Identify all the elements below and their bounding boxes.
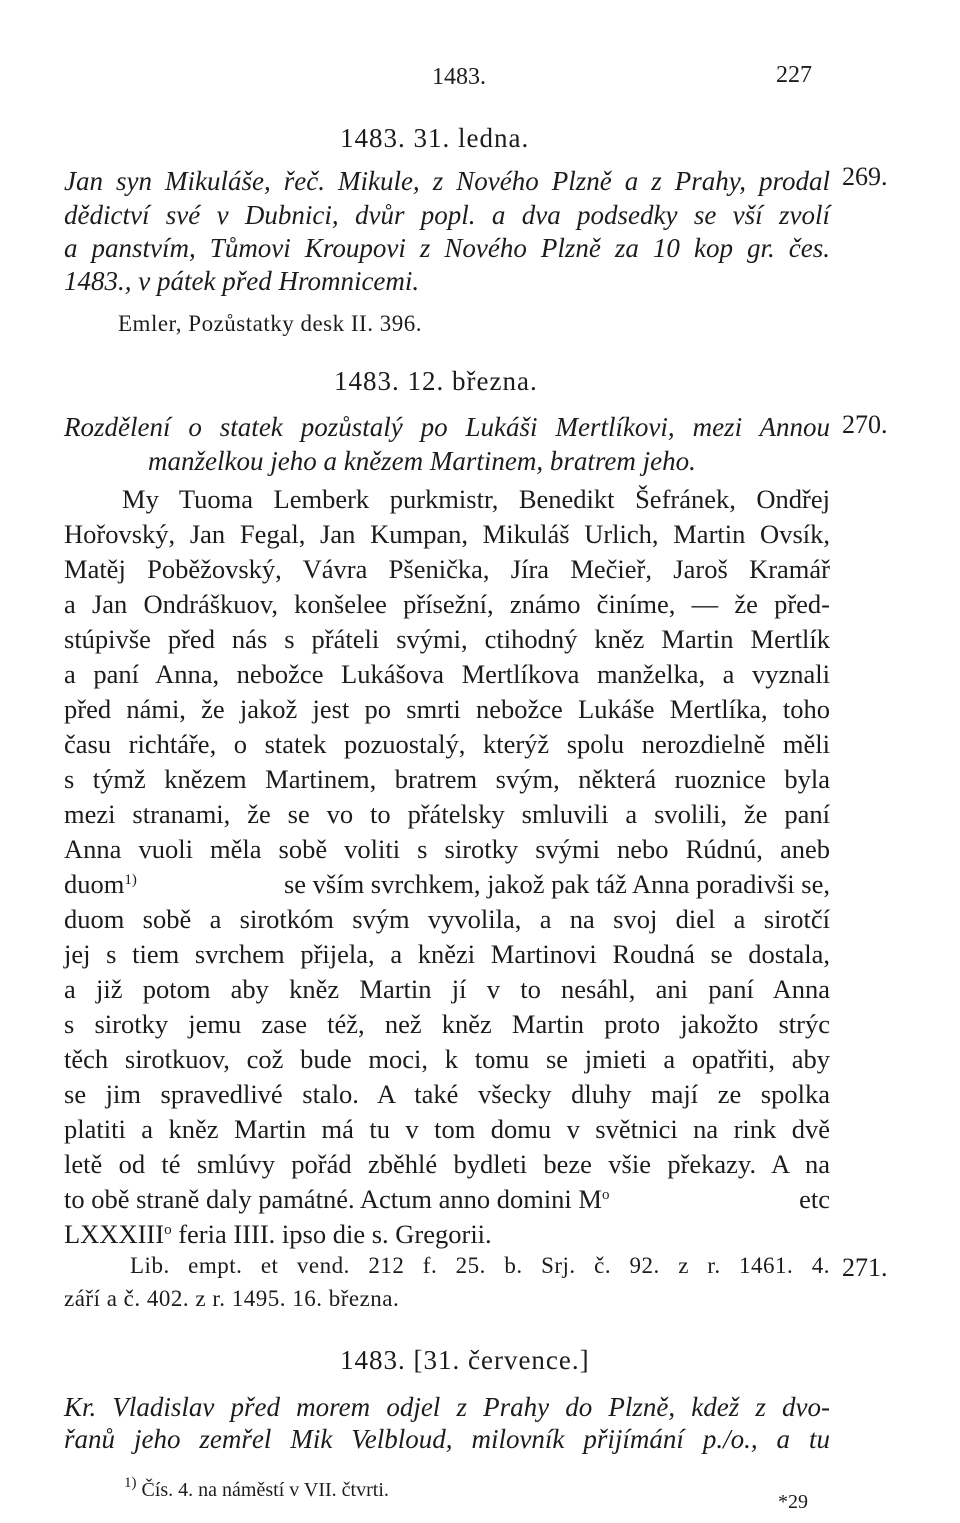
source-citation-line: září a č. 402. z r. 1495. 16. března. <box>64 1286 400 1311</box>
body-line: a paní Anna, nebožce Lukášova Mertlíkova manželka, a vyznali <box>64 659 830 689</box>
body-text: etc <box>799 1184 830 1214</box>
body-line: se jim spravedlivé stalo. A také všecky dluhy mají ze spolka <box>64 1079 830 1109</box>
body-line: platiti a kněz Martin má tu v tom domu v světnici na rink dvě <box>64 1114 830 1144</box>
document-number-271: 271. <box>842 1253 888 1282</box>
body-line: duom sobě a sirotkóm svým vyvolila, a na svoj diel a sirotčí <box>64 904 830 934</box>
body-line: letě od té smlúvy pořád zběhlé bydleti beze všie překazy. A na <box>64 1149 830 1179</box>
running-header-year: 1483. <box>432 64 486 90</box>
summary-line: Rozdělení o statek pozůstalý po Lukáši Mertlíkovi, mezi Annou <box>64 412 830 442</box>
document-date-271: 1483. [31. července.] <box>340 1345 590 1375</box>
body-line: a Jan Ondráškuov, konšelee přísežní, známo činíme, — že před- <box>64 589 830 619</box>
body-line: před námi, že jakož jest po smrti nebožce Lukáše Mertlíka, toho <box>64 694 830 724</box>
body-line <box>64 1219 492 1250</box>
summary-line: 1483., v pátek před Hromnicemi. <box>64 266 420 296</box>
summary-line: a panstvím, Tůmovi Kroupovi z Nového Plzně za 10 kop gr. čes. <box>64 233 830 263</box>
footnote <box>124 1475 389 1502</box>
body-line: s sirotky jemu zase též, než kněz Martin proto jakožto strýc <box>64 1009 830 1039</box>
body-line: Matěj Poběžovský, Vávra Pšenička, Jíra Mečieř, Jaroš Kramář <box>64 554 830 584</box>
body-line: s týmž knězem Martinem, bratrem svým, některá ruoznice byla <box>64 764 830 794</box>
body-line: těch sirotkuov, což bude moci, k tomu se jmieti a opatřiti, aby <box>64 1044 830 1074</box>
body-line <box>64 869 830 900</box>
document-date-270: 1483. 12. března. <box>334 366 538 396</box>
summary-line: Jan syn Mikuláše, řeč. Mikule, z Nového Plzně a z Prahy, prodal <box>64 166 830 196</box>
superscript: o <box>164 1222 172 1238</box>
body-line: Hořovský, Jan Fegal, Jan Kumpan, Mikuláš Urlich, Martin Ovsík, <box>64 519 830 549</box>
body-text: to obě straně daly památné. Actum anno domini M <box>64 1184 602 1214</box>
source-citation-269: Emler, Pozůstatky desk II. 396. <box>118 311 422 336</box>
summary-line: dědictví své v Dubnici, dvůr popl. a dva podsedky se vší zvolí <box>64 200 830 230</box>
summary-line: Kr. Vladislav před morem odjel z Prahy do Plzně, kdež z dvo- <box>64 1392 830 1422</box>
document-number-269: 269. <box>842 162 888 191</box>
summary-line: řanů jeho zemřel Mik Velbloud, milovník přijímání p./o., a tu <box>64 1424 830 1454</box>
body-text: se vším svrchkem, jakož pak táž Anna poradivši se, <box>283 869 830 899</box>
body-line: času richtáře, o statek pozuostalý, kterýž spolu nerozdielně měli <box>64 729 830 759</box>
body-line: jej s tiem svrchem přijela, a knězi Martinovi Roudná se dostala, <box>64 939 830 969</box>
document-number-270: 270. <box>842 410 888 439</box>
body-text: duom <box>64 869 125 899</box>
page-number: 227 <box>776 62 812 88</box>
footnote-reference: 1) <box>124 872 137 888</box>
body-line <box>64 1184 830 1215</box>
superscript: o <box>601 1187 610 1203</box>
body-fragment <box>64 869 137 900</box>
body-line: stúpivše před nás s přáteli svými, ctihodný kněz Martin Mertlík <box>64 624 830 654</box>
footnote-text: Čís. 4. na náměstí v VII. čtvrti. <box>141 1479 389 1501</box>
signature-mark: *29 <box>778 1491 808 1513</box>
footnote-mark: 1) <box>124 1475 137 1491</box>
source-citation-line: Lib. empt. et vend. 212 f. 25. b. Srj. č. 92. z r. 1461. 4. <box>130 1253 830 1278</box>
body-line: Anna vuoli měla sobě voliti s sirotky svými nebo Rúdnú, aneb <box>64 834 830 864</box>
body-text: feria IIII. ipso die s. Gregorii. <box>178 1219 492 1249</box>
document-date-269: 1483. 31. ledna. <box>340 123 530 153</box>
summary-line: manželkou jeho a knězem Martinem, bratrem jeho. <box>148 446 696 476</box>
body-fragment <box>64 1184 609 1215</box>
body-line: a již potom aby kněz Martin jí v to nesáhl, ani paní Anna <box>64 974 830 1004</box>
body-line: My Tuoma Lemberk purkmistr, Benedikt Šefránek, Ondřej <box>122 484 830 514</box>
body-line: mezi stranami, že se vo to přátelsky smluvili a svolili, že paní <box>64 799 830 829</box>
body-text: LXXXIII <box>64 1219 165 1249</box>
